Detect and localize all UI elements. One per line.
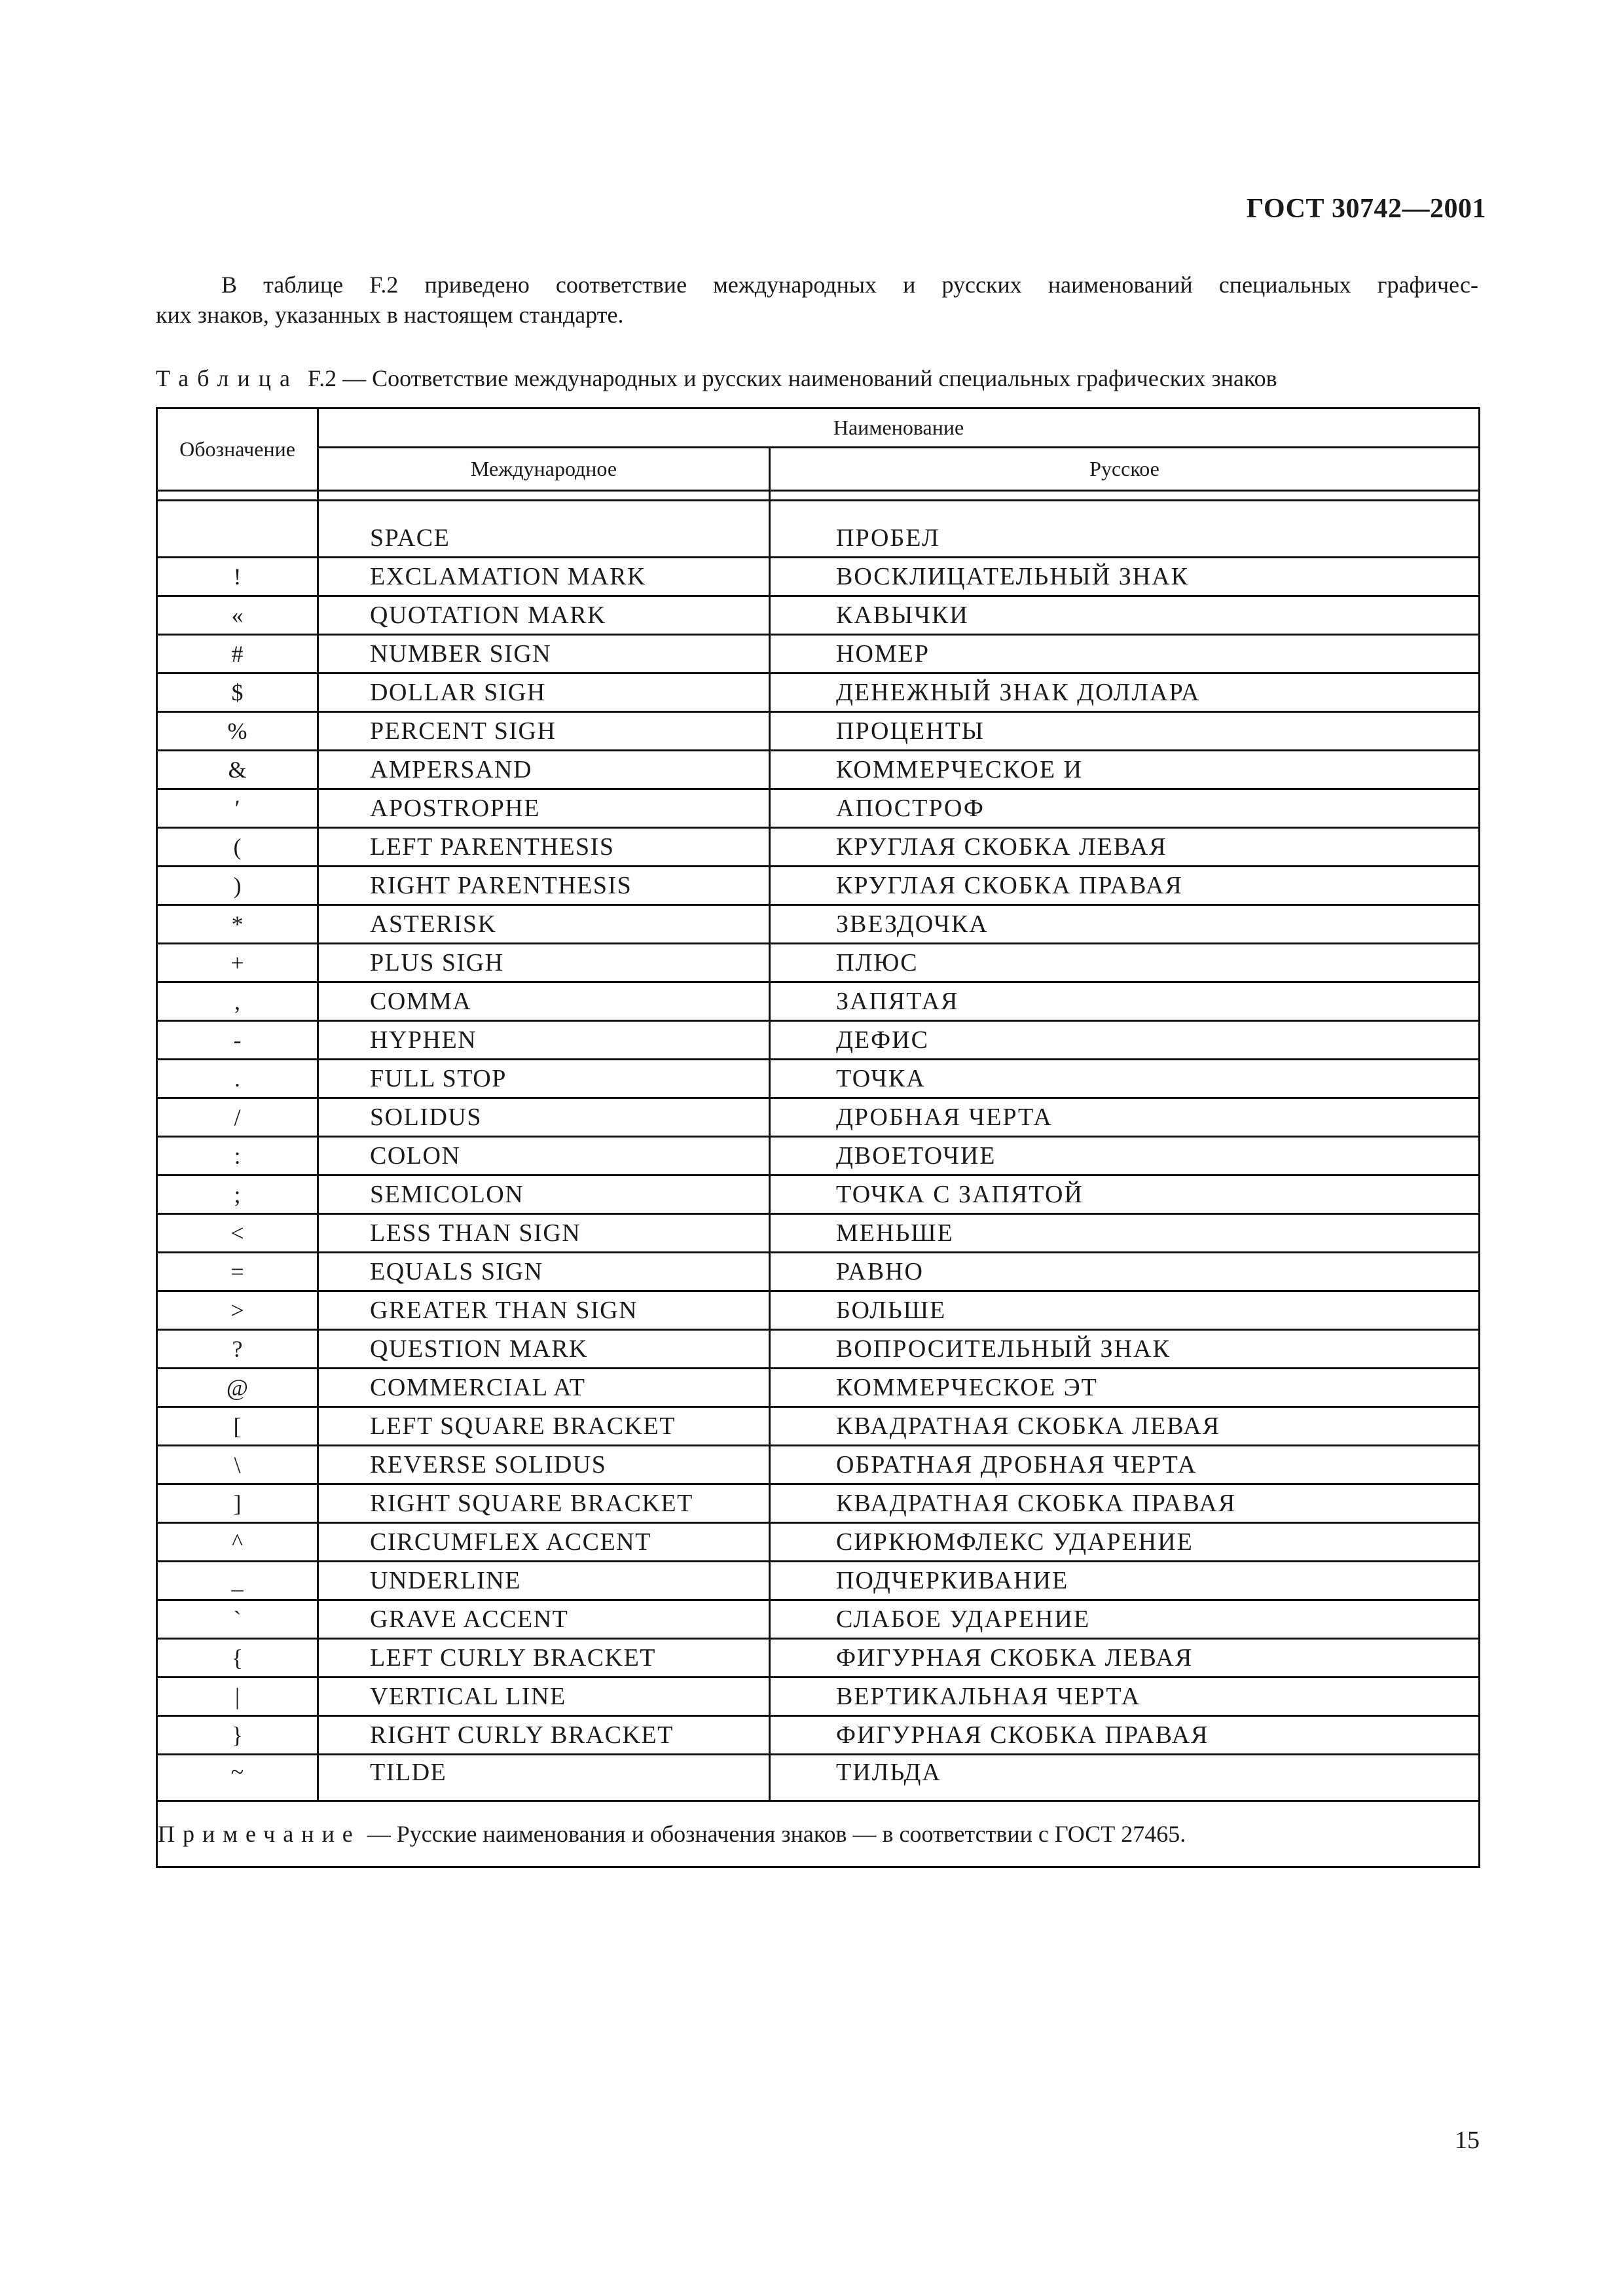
symbol-cell: @ — [157, 1369, 318, 1407]
table-body — [157, 501, 1480, 1801]
international-name-cell: RIGHT PARENTHESIS — [318, 867, 770, 905]
symbol-cell: $ — [157, 673, 318, 712]
symbol-cell: _ — [157, 1562, 318, 1600]
international-name-cell: GREATER THAN SIGN — [318, 1291, 770, 1330]
table-row — [157, 789, 1480, 828]
symbol-cell: - — [157, 1021, 318, 1060]
russian-name-cell: СЛАБОЕ УДАРЕНИЕ — [770, 1600, 1480, 1639]
international-name-cell: EQUALS SIGN — [318, 1253, 770, 1291]
symbol-cell: ? — [157, 1330, 318, 1369]
table-row — [157, 635, 1480, 673]
russian-name-cell: ТОЧКА — [770, 1060, 1480, 1098]
page-number: 15 — [1455, 2126, 1480, 2154]
international-name-cell: APOSTROPHE — [318, 789, 770, 828]
caption-label: Таблица — [156, 365, 299, 391]
russian-name-cell: ЗВЕЗДОЧКА — [770, 905, 1480, 944]
symbol-cell: ; — [157, 1175, 318, 1214]
international-name-cell: SOLIDUS — [318, 1098, 770, 1137]
russian-name-cell: ВОСКЛИЦАТЕЛЬНЫЙ ЗНАК — [770, 558, 1480, 596]
symbol-cell: [ — [157, 1407, 318, 1446]
symbol-cell: ) — [157, 867, 318, 905]
russian-name-cell: КРУГЛАЯ СКОБКА ЛЕВАЯ — [770, 828, 1480, 867]
table-row — [157, 558, 1480, 596]
symbol-cell: « — [157, 596, 318, 635]
table-row — [157, 1214, 1480, 1253]
russian-name-cell: БОЛЬШЕ — [770, 1291, 1480, 1330]
international-name-cell: QUOTATION MARK — [318, 596, 770, 635]
table-row — [157, 712, 1480, 751]
international-name-cell: COLON — [318, 1137, 770, 1175]
header-russian: Русское — [770, 448, 1480, 491]
table-row — [157, 1446, 1480, 1484]
international-name-cell: RIGHT SQUARE BRACKET — [318, 1484, 770, 1523]
international-name-cell: LESS THAN SIGN — [318, 1214, 770, 1253]
symbol-cell: & — [157, 751, 318, 789]
table-row — [157, 1600, 1480, 1639]
symbol-cell: / — [157, 1098, 318, 1137]
symbol-cell: ( — [157, 828, 318, 867]
header-international: Международное — [318, 448, 770, 491]
symbol-cell: , — [157, 982, 318, 1021]
international-name-cell: GRAVE ACCENT — [318, 1600, 770, 1639]
international-name-cell: NUMBER SIGN — [318, 635, 770, 673]
table-row — [157, 1330, 1480, 1369]
international-name-cell: UNDERLINE — [318, 1562, 770, 1600]
table-row — [157, 828, 1480, 867]
table-row — [157, 1369, 1480, 1407]
russian-name-cell: ЗАПЯТАЯ — [770, 982, 1480, 1021]
russian-name-cell: ФИГУРНАЯ СКОБКА ПРАВАЯ — [770, 1716, 1480, 1755]
russian-name-cell: ДЕНЕЖНЫЙ ЗНАК ДОЛЛАРА — [770, 673, 1480, 712]
intro-line-2: ких знаков, указанных в настоящем стандарте. — [156, 302, 624, 328]
table-row — [157, 1716, 1480, 1755]
russian-name-cell: КОММЕРЧЕСКОЕ ЭТ — [770, 1369, 1480, 1407]
header-separator — [157, 491, 1480, 501]
table-row — [157, 1175, 1480, 1214]
international-name-cell: HYPHEN — [318, 1021, 770, 1060]
symbol-cell: : — [157, 1137, 318, 1175]
table-row — [157, 1291, 1480, 1330]
international-name-cell: PERCENT SIGH — [318, 712, 770, 751]
international-name-cell: REVERSE SOLIDUS — [318, 1446, 770, 1484]
caption-text: F.2 — Соответствие международных и русских наименований специальных графических знаков — [307, 365, 1277, 391]
russian-name-cell: ПРОЦЕНТЫ — [770, 712, 1480, 751]
symbol-cell: ` — [157, 1600, 318, 1639]
symbol-cell: % — [157, 712, 318, 751]
table-row — [157, 1562, 1480, 1600]
table-row — [157, 751, 1480, 789]
russian-name-cell: ПОДЧЕРКИВАНИЕ — [770, 1562, 1480, 1600]
table-row — [157, 1253, 1480, 1291]
symbol-cell: ~ — [157, 1755, 318, 1801]
header-name: Наименование — [318, 408, 1480, 448]
russian-name-cell: ПРОБЕЛ — [770, 501, 1480, 558]
russian-name-cell: КВАДРАТНАЯ СКОБКА ПРАВАЯ — [770, 1484, 1480, 1523]
table-row — [157, 1060, 1480, 1098]
table-note — [157, 1801, 1480, 1867]
russian-name-cell: КАВЫЧКИ — [770, 596, 1480, 635]
international-name-cell: QUESTION MARK — [318, 1330, 770, 1369]
russian-name-cell: КРУГЛАЯ СКОБКА ПРАВАЯ — [770, 867, 1480, 905]
table-row — [157, 982, 1480, 1021]
symbol-cell: \ — [157, 1446, 318, 1484]
symbol-cell: | — [157, 1677, 318, 1716]
international-name-cell: LEFT CURLY BRACKET — [318, 1639, 770, 1677]
table-row — [157, 1021, 1480, 1060]
symbol-cell: # — [157, 635, 318, 673]
international-name-cell: TILDE — [318, 1755, 770, 1801]
russian-name-cell: СИРКЮМФЛЕКС УДАРЕНИЕ — [770, 1523, 1480, 1562]
international-name-cell: PLUS SIGH — [318, 944, 770, 982]
table-row — [157, 944, 1480, 982]
header-symbol: Обозначение — [157, 408, 318, 491]
international-name-cell: SPACE — [318, 501, 770, 558]
russian-name-cell: ДЕФИС — [770, 1021, 1480, 1060]
symbol-cell: + — [157, 944, 318, 982]
international-name-cell: LEFT PARENTHESIS — [318, 828, 770, 867]
international-name-cell: SEMICOLON — [318, 1175, 770, 1214]
russian-name-cell: НОМЕР — [770, 635, 1480, 673]
russian-name-cell: ДВОЕТОЧИЕ — [770, 1137, 1480, 1175]
table-row — [157, 905, 1480, 944]
international-name-cell: CIRCUMFLEX ACCENT — [318, 1523, 770, 1562]
russian-name-cell: ВОПРОСИТЕЛЬНЫЙ ЗНАК — [770, 1330, 1480, 1369]
international-name-cell: LEFT SQUARE BRACKET — [318, 1407, 770, 1446]
intro-line-1: В таблице F.2 приведено соответствие международных и русских наименований специальных графичес- — [221, 272, 1478, 298]
russian-name-cell: ВЕРТИКАЛЬНАЯ ЧЕРТА — [770, 1677, 1480, 1716]
symbol-cell: ′ — [157, 789, 318, 828]
table-row — [157, 501, 1480, 558]
symbol-cell: * — [157, 905, 318, 944]
international-name-cell: COMMA — [318, 982, 770, 1021]
table-row — [157, 596, 1480, 635]
symbol-cell: { — [157, 1639, 318, 1677]
symbol-cell: < — [157, 1214, 318, 1253]
table-row — [157, 1677, 1480, 1716]
symbol-cell: . — [157, 1060, 318, 1098]
standard-code: ГОСТ 30742—2001 — [1246, 194, 1486, 224]
russian-name-cell: ОБРАТНАЯ ДРОБНАЯ ЧЕРТА — [770, 1446, 1480, 1484]
russian-name-cell: КВАДРАТНАЯ СКОБКА ЛЕВАЯ — [770, 1407, 1480, 1446]
symbol-cell: ] — [157, 1484, 318, 1523]
international-name-cell: EXCLAMATION MARK — [318, 558, 770, 596]
table-row — [157, 867, 1480, 905]
international-name-cell: VERTICAL LINE — [318, 1677, 770, 1716]
note-label: Примечание — [158, 1821, 361, 1847]
russian-name-cell: ПЛЮС — [770, 944, 1480, 982]
international-name-cell: FULL STOP — [318, 1060, 770, 1098]
table-row — [157, 673, 1480, 712]
symbol-cell: ! — [157, 558, 318, 596]
russian-name-cell: ДРОБНАЯ ЧЕРТА — [770, 1098, 1480, 1137]
intro-paragraph — [156, 270, 1478, 330]
international-name-cell: DOLLAR SIGH — [318, 673, 770, 712]
table-row — [157, 1755, 1480, 1801]
russian-name-cell: АПОСТРОФ — [770, 789, 1480, 828]
international-name-cell: AMPERSAND — [318, 751, 770, 789]
note-text: — Русские наименования и обозначения знаков — в соответствии с ГОСТ 27465. — [367, 1821, 1186, 1847]
russian-name-cell: КОММЕРЧЕСКОЕ И — [770, 751, 1480, 789]
international-name-cell: RIGHT CURLY BRACKET — [318, 1716, 770, 1755]
symbol-cell: = — [157, 1253, 318, 1291]
symbol-cell: ^ — [157, 1523, 318, 1562]
russian-name-cell: ТОЧКА С ЗАПЯТОЙ — [770, 1175, 1480, 1214]
international-name-cell: ASTERISK — [318, 905, 770, 944]
russian-name-cell: РАВНО — [770, 1253, 1480, 1291]
table-row — [157, 1639, 1480, 1677]
russian-name-cell: МЕНЬШЕ — [770, 1214, 1480, 1253]
international-name-cell: COMMERCIAL AT — [318, 1369, 770, 1407]
table-row — [157, 1523, 1480, 1562]
symbol-cell — [157, 501, 318, 558]
table-row — [157, 1098, 1480, 1137]
russian-name-cell: ТИЛЬДА — [770, 1755, 1480, 1801]
table-row — [157, 1137, 1480, 1175]
symbols-table — [156, 407, 1480, 1868]
table-row — [157, 1484, 1480, 1523]
table-caption — [156, 363, 1485, 393]
symbol-cell: } — [157, 1716, 318, 1755]
table-row — [157, 1407, 1480, 1446]
russian-name-cell: ФИГУРНАЯ СКОБКА ЛЕВАЯ — [770, 1639, 1480, 1677]
symbol-cell: > — [157, 1291, 318, 1330]
